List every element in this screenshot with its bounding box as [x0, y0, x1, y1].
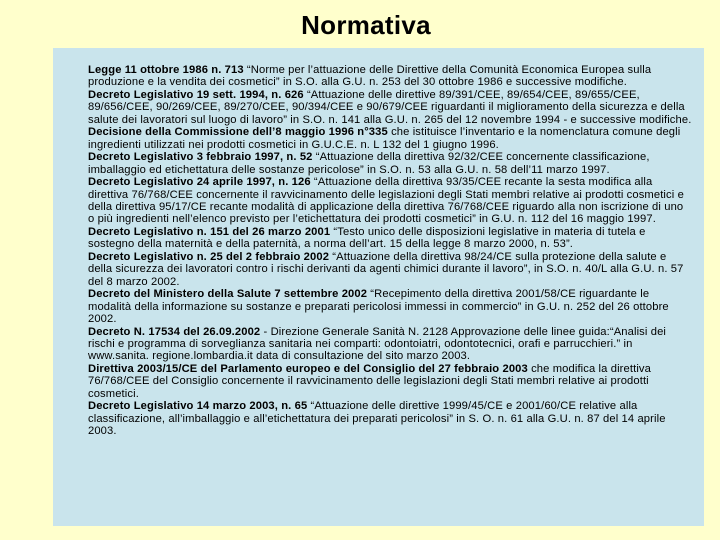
regulation-entry: [88, 288, 692, 325]
regulation-entry: [88, 400, 692, 437]
regulations-list: [88, 64, 692, 438]
regulation-title: Decreto del Ministero della Salute 7 settembre 2002: [88, 288, 368, 301]
regulation-description: “Recepimento della direttiva 2001/58/CE riguardante le modalità della informazione su sostanze e preparati pericolosi immessi in commercio” in G.U. n. 252 del 26 ottobre 2002.: [88, 288, 669, 326]
regulation-entry: [88, 176, 692, 226]
regulation-entry: [88, 126, 692, 151]
regulation-title: Decisione della Commissione dell’8 maggio 1996 n°335: [88, 126, 388, 139]
regulation-description: “Attuazione delle direttive 89/391/CEE, 89/654/CEE, 89/655/CEE, 89/656/CEE, 90/269/CEE, 89/270/CEE, 90/394/CEE e 90/679/CEE riguardanti il miglioramento della sicurezza e della salute dei lavoratori sul luogo di lavoro” in S.O. n. 141 alla G.U. n. 265 del 12 novembre 1994 - e successive modifiche.: [88, 88, 692, 126]
regulation-description: - Direzione Generale Sanità N. 2128 Approvazione delle linee guida:“Analisi dei rischi e programma di sorveglianza sanitaria nei comparti: odontoiatri, odontotecnici, orafi e parrucchieri.” in www.sanita. regione.lombardia.it data di consultazione del sito marzo 2003.: [88, 325, 667, 363]
regulation-title: Legge 11 ottobre 1986 n. 713: [88, 64, 244, 76]
regulation-entry: [88, 326, 692, 363]
regulation-description: “Attuazione della direttiva 98/24/CE sulla protezione della salute e della sicurezza dei lavoratori contro i rischi derivanti da agenti chimici durante il lavoro”, in S.O. n. 40/L alla G.U. n. 57 del 8 marzo 2002.: [88, 250, 684, 288]
regulation-title: Decreto N. 17534 del 26.09.2002: [88, 325, 261, 338]
regulation-entry: [88, 363, 692, 400]
regulation-title: Decreto Legislativo n. 151 del 26 marzo 2001: [88, 225, 331, 238]
regulation-description: “Testo unico delle disposizioni legislative in materia di tutela e sostegno della maternità e della paternità, a norma dell’art. 15 della legge 8 marzo 2000, n. 53”.: [88, 225, 646, 251]
regulation-entry: [88, 89, 692, 126]
regulation-entry: [88, 226, 692, 251]
regulation-description: che modifica la direttiva 76/768/CEE del Consiglio concernente il ravvicinamento delle legislazioni degli Stati membri relative ai prodotti cosmetici.: [88, 362, 651, 400]
regulation-description: che istituisce l’inventario e la nomenclatura comune degli ingredienti utilizzati nei prodotti cosmetici in G.U.C.E. n. L 132 del 1 giugno 1996.: [88, 126, 681, 151]
regulation-title: Direttiva 2003/15/CE del Parlamento europeo e del Consiglio del 27 febbraio 2003: [88, 362, 528, 375]
regulation-entry: [88, 151, 692, 176]
regulation-title: Decreto Legislativo n. 25 del 2 febbraio 2002: [88, 250, 330, 263]
regulation-description: “Norme per l’attuazione delle Direttive della Comunità Economica Europea sulla produzione e la vendita dei cosmetici” in S.O. alla G.U. n. 253 del 30 ottobre 1986 e successive modifiche.: [88, 64, 652, 89]
regulation-entry: [88, 251, 692, 288]
regulation-title: Decreto Legislativo 14 marzo 2003, n. 65: [88, 400, 308, 413]
regulation-title: Decreto Legislativo 19 sett. 1994, n. 626: [88, 88, 304, 101]
regulation-description: “Attuazione della direttiva 92/32/CEE concernente classificazione, imballaggio ed etichettatura delle sostanze pericolose” in S.O. n. 53 alla G.U. n. 58 dell’11 marzo 1997.: [88, 151, 650, 176]
regulation-title: Decreto Legislativo 24 aprile 1997, n. 126: [88, 176, 311, 189]
regulation-description: “Attuazione delle direttive 1999/45/CE e 2001/60/CE relative alla classificazione, all’imballaggio e all’etichettatura dei preparati pericolosi” in S. O. n. 61 alla G.U. n. 87 del 14 aprile 2003.: [88, 400, 666, 438]
regulation-title: Decreto Legislativo 3 febbraio 1997, n. 52: [88, 151, 313, 164]
regulation-description: “Attuazione della direttiva 93/35/CEE recante la sesta modifica alla direttiva 76/768/CEE concernente il ravvicinamento delle legislazioni degli Stati membri relative ai prodotti cosmetici e della direttiva 95/17/CE recante modalità di applicazione della direttiva 76/768/CEE riguardo alla non iscrizione di uno o più ingredienti nell’elenco previsto per l’etichettatura dei prodotti cosmetici” in G.U. n. 112 del 16 maggio 1997.: [88, 176, 684, 226]
regulation-entry: [88, 64, 692, 89]
page-title: Normativa: [301, 10, 431, 40]
